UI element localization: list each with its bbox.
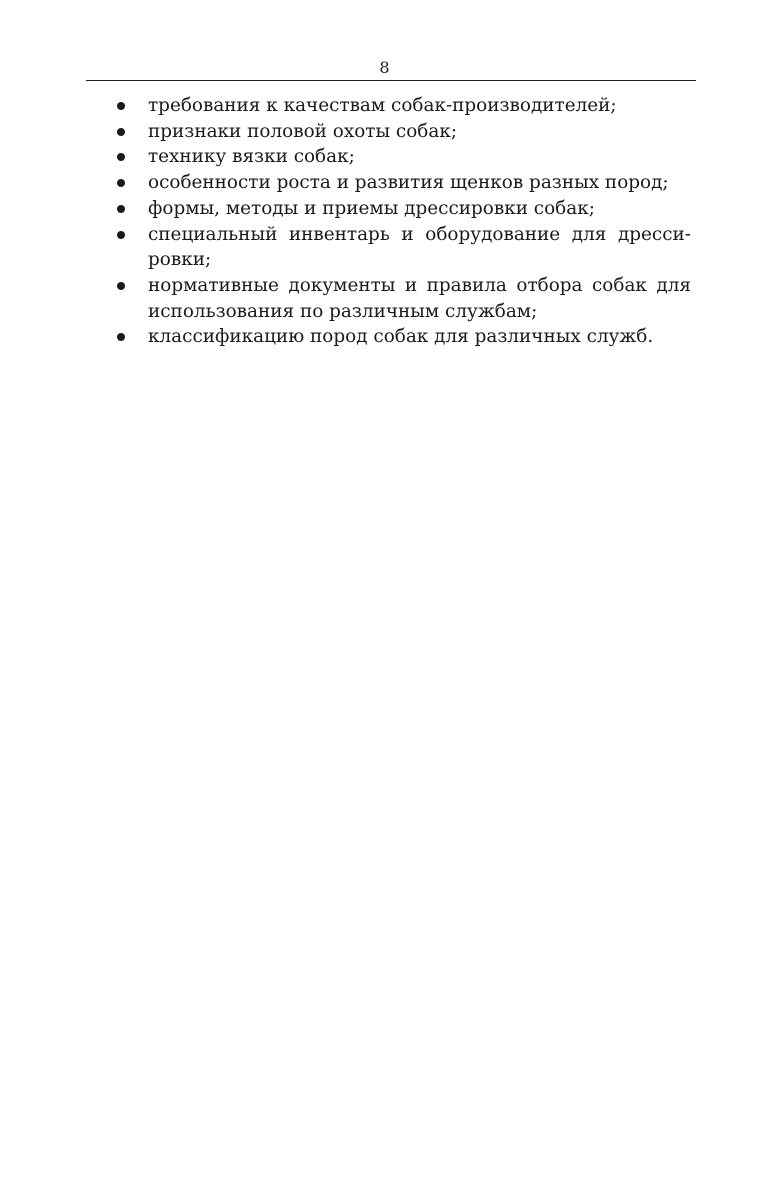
list-item [86, 144, 691, 170]
header-divider [86, 80, 696, 81]
bullet-icon [117, 333, 125, 341]
list-item [86, 93, 691, 119]
list-item-text: особенности роста и развития щенков разных пород; [148, 172, 669, 194]
bullet-icon [117, 282, 125, 290]
bullet-icon [117, 102, 125, 110]
list-item-text: классификацию пород собак для различных служб. [148, 326, 654, 348]
list-item-text: нормативные документы и правила отбора собак для использования по различным службам; [148, 274, 691, 322]
bullet-icon [117, 231, 125, 239]
list-item-text: технику вязки собак; [148, 146, 355, 168]
list-item [86, 196, 691, 222]
page-number: 8 [379, 58, 390, 77]
bullet-icon [117, 179, 125, 187]
list-item [86, 170, 691, 196]
bullet-list [86, 93, 691, 350]
bullet-icon [117, 128, 125, 136]
bullet-icon [117, 153, 125, 161]
list-item [86, 119, 691, 145]
list-item [86, 273, 691, 324]
bullet-icon [117, 205, 125, 213]
list-item-text: формы, методы и приемы дрессировки собак; [148, 197, 595, 219]
list-item-text: признаки половой охоты собак; [148, 120, 458, 142]
list-item-text: специальный инвентарь и оборудование для дрессировки; [148, 223, 691, 271]
page-content [86, 93, 691, 350]
list-item [86, 324, 691, 350]
list-item [86, 222, 691, 273]
list-item-text: требования к качествам собак-производителей; [148, 95, 617, 116]
